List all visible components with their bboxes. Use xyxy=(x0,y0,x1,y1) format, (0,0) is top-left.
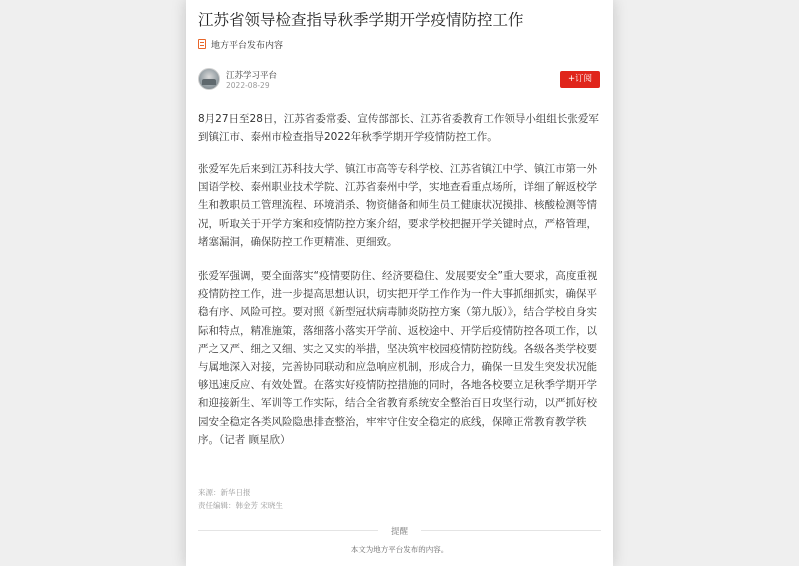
article-paragraph-3: 张爱军强调，要全面落实“疫情要防住、经济要稳住、发展要安全”重大要求，高度重视疫情防控工作，进一步提高思想认识，切实把开学工作作为一件大事抓细抓实，确保平稳有序、风险可控。要对照《新型冠状病毒肺炎防控方案（第九版）》，结合学校自身实际和特点，精准施策，落细落小落实开学前、返校途中、开学后疫情防控各项工作，以严之又严、细之又细、实之又实的举措，坚决筑牢校园疫情防控防线。各级各类学校要与属地深入对接，完善协同联动和应急响应机制，形成合力，确保一旦发生突发状况能够迅速反应、有效处置。在落实好疫情防控措施的同时，各地各校要立足秋季学期开学和迎接新生、军训等工作实际，结合全省教育系统安全整治百日攻坚行动，以严抓好校园安全稳定各类风险隐患排查整治，牢牢守住安全稳定的底线，保障正常教育教学秩序。（记者 顾星欣） xyxy=(198,270,598,446)
source-tag-label: 地方平台发布内容 xyxy=(211,40,284,51)
subscribe-button[interactable]: +订阅 xyxy=(560,71,600,88)
author-name[interactable]: 江苏学习平台 xyxy=(226,71,278,81)
article-paragraph-1: 8月27日至28日，江苏省委常委、宣传部部长、江苏省委教育工作领导小组组长张爱军到镇江市、泰州市检查指导2022年秋季学期开学疫情防控工作。 xyxy=(198,113,599,144)
document-icon xyxy=(198,39,206,49)
source-line: 来源：新华日报 xyxy=(198,488,251,497)
article-title: 江苏省领导检查指导秋季学期开学疫情防控工作 xyxy=(198,11,524,29)
author-bar xyxy=(198,68,603,92)
editor-line: 责任编辑：韩金芳 宋晓生 xyxy=(198,501,283,510)
publish-date: 2022-08-29 xyxy=(226,81,270,90)
source-tag xyxy=(198,38,283,50)
article-paragraph-2: 张爱军先后来到江苏科技大学、镇江市高等专科学校、江苏省镇江中学、镇江市第一外国语学校、泰州职业技术学院、江苏省泰州中学，实地查看重点场所，详细了解返校学生和教职员工管理流程、环境消杀、物资储备和师生员工健康状况摸排、核酸检测等情况，听取关于开学方案和疫情防控方案介绍，要求学校把握开学关键时点，严格管理，堵塞漏洞，确保防控工作更精准、更细致。 xyxy=(198,163,597,248)
notice-text: 本文为地方平台发布的内容。 xyxy=(350,545,449,554)
article-page xyxy=(186,0,613,566)
notice-label: 提醒 xyxy=(390,527,408,537)
author-avatar[interactable] xyxy=(198,68,220,90)
